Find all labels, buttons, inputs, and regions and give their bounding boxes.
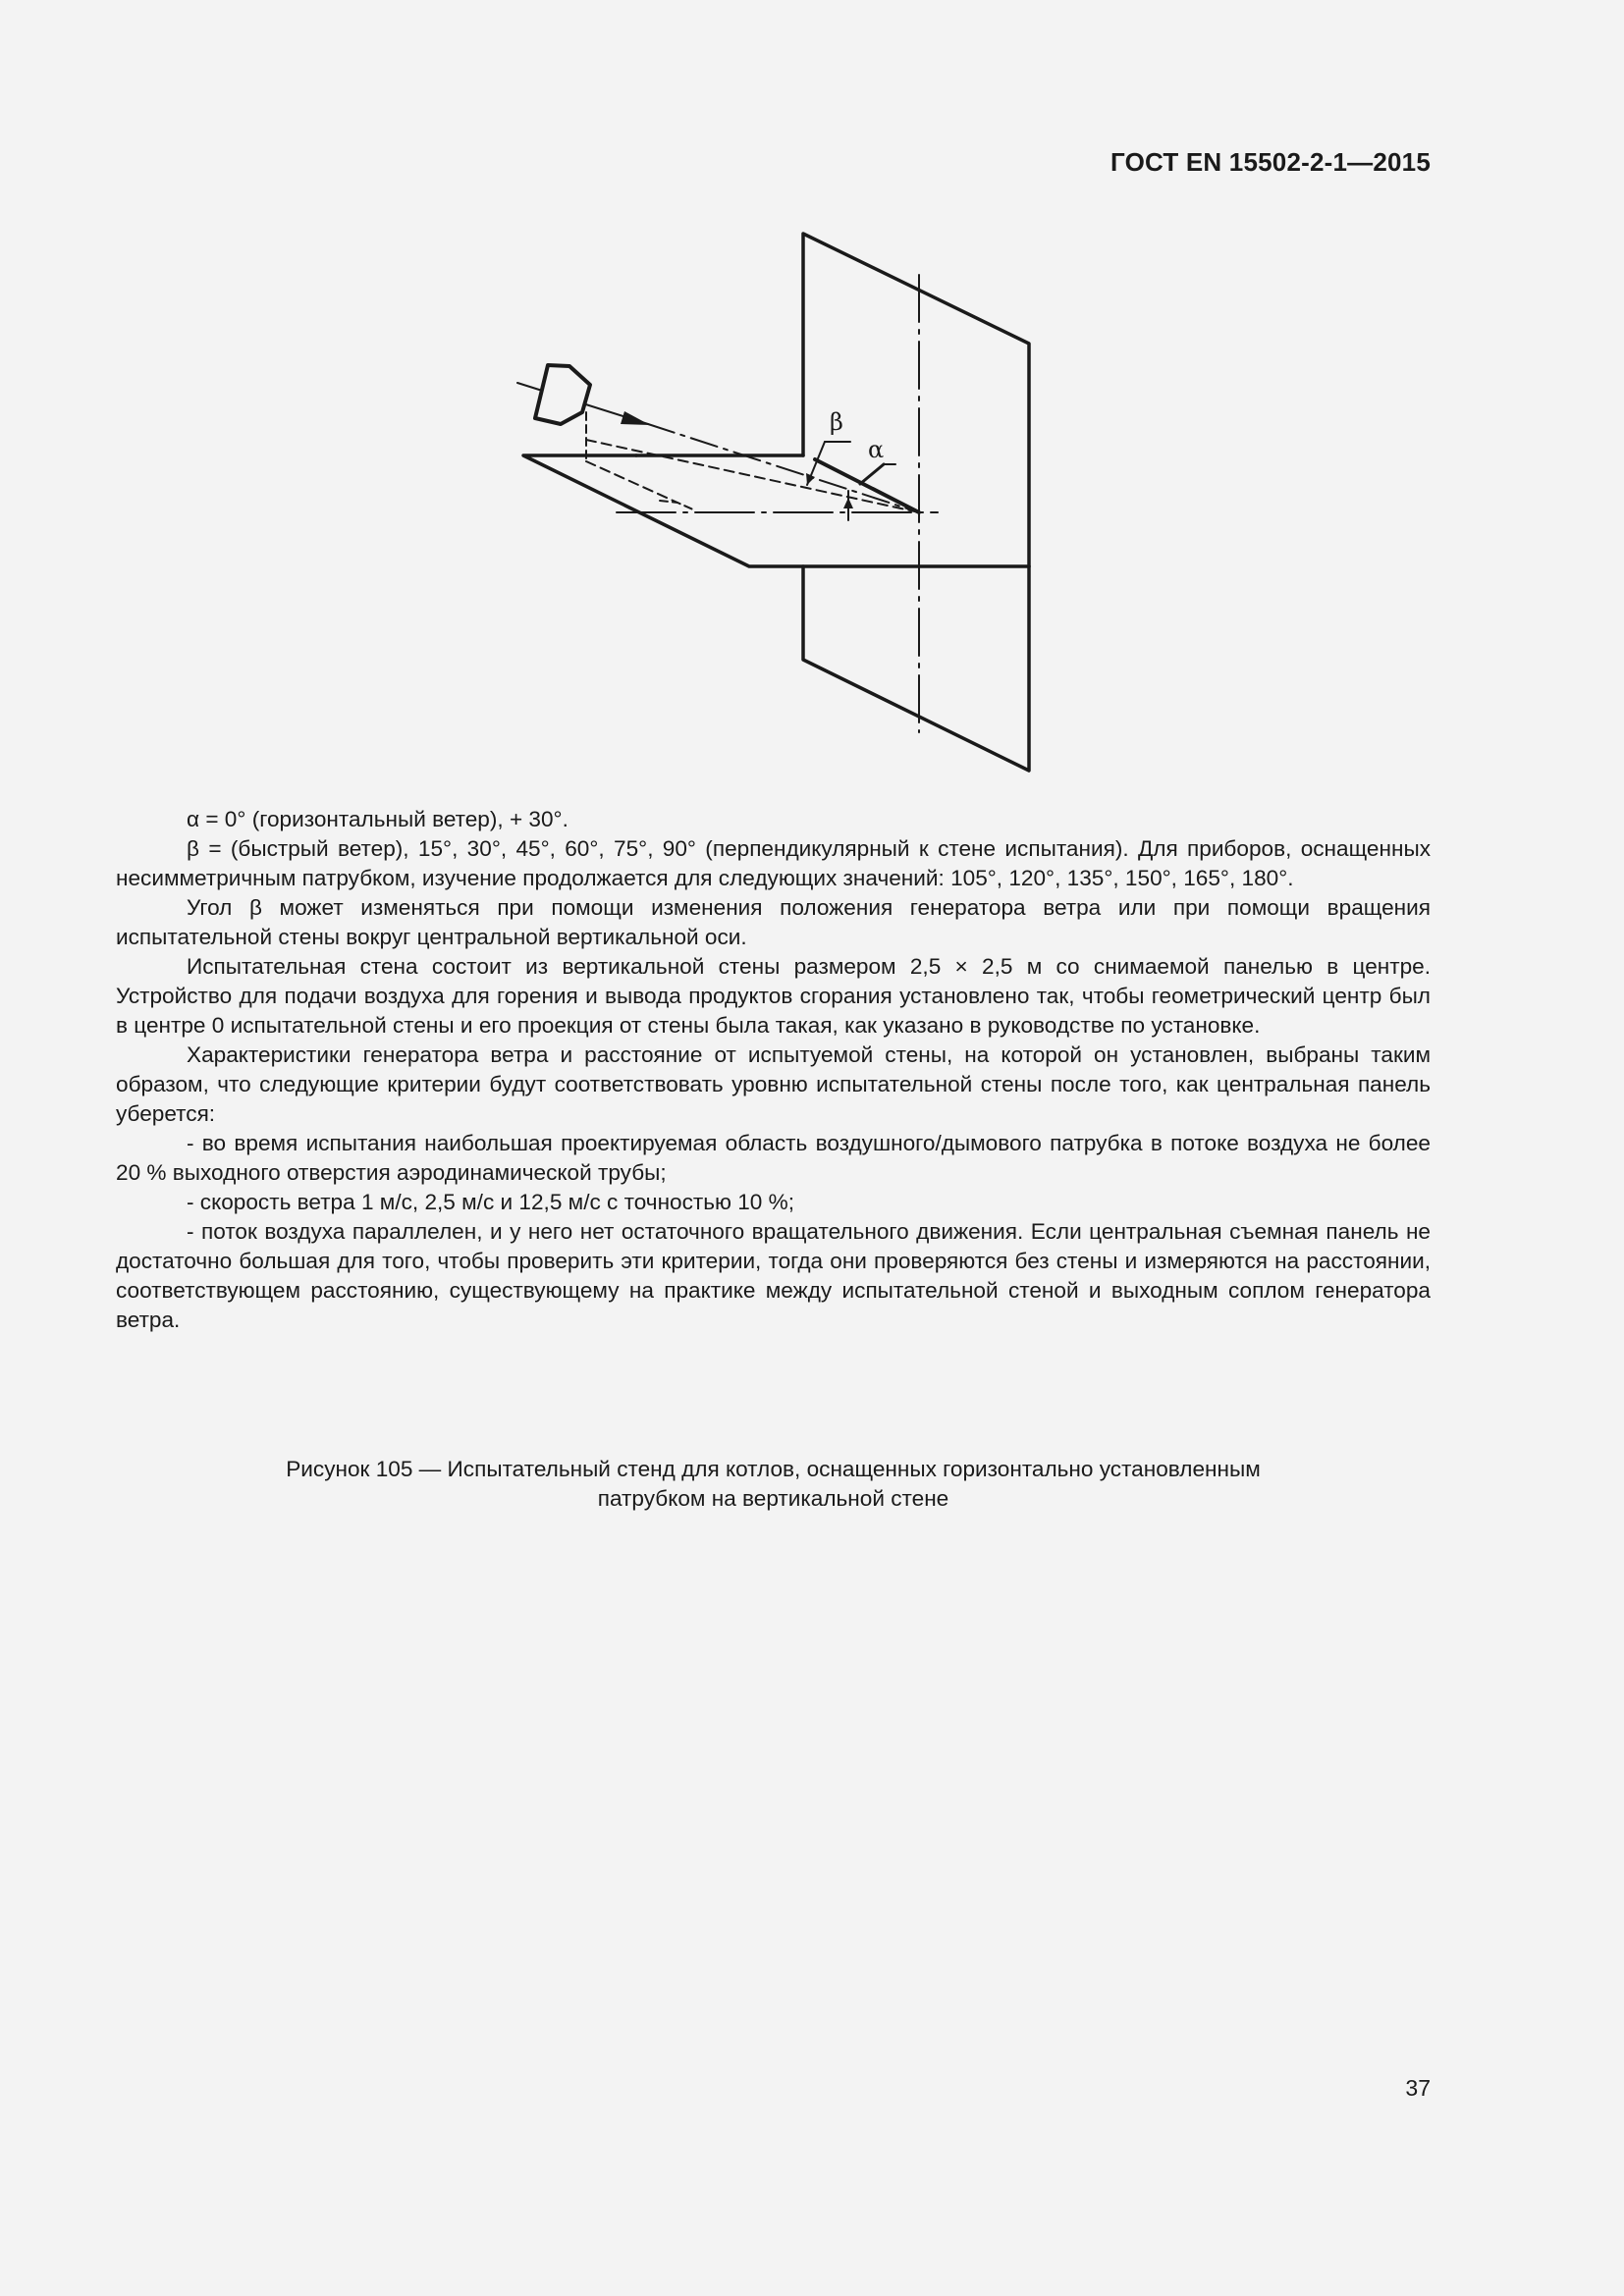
figure-caption xyxy=(116,1455,1431,1514)
paragraph-beta: β = (быстрый ветер), 15°, 30°, 45°, 60°, 75°, 90° (перпендикулярный к стене испытания). Для приборов, оснащенных несимметричным патрубком, изучение продолжается для следующих значений: 105°, 120°, 135°, 150°, 165°, 180°. xyxy=(116,836,1431,890)
wind-generator-nozzle xyxy=(535,365,590,424)
beta-label: β xyxy=(830,408,843,436)
floor-plane-outline xyxy=(523,455,1029,566)
caption-line-2: патрубком на вертикальной стене xyxy=(597,1486,949,1511)
paragraph-alpha: α = 0° (горизонтальный ветер), + 30°. xyxy=(187,807,568,831)
standard-code-header: ГОСТ EN 15502-2-1—2015 xyxy=(1110,147,1431,177)
criteria-item-speed: - скорость ветра 1 м/с, 2,5 м/с и 12,5 м/с с точностью 10 %; xyxy=(187,1190,795,1214)
projection-corner-mark xyxy=(660,501,695,510)
wall-lower-outline xyxy=(803,566,1029,771)
projection-dashed-line-lower xyxy=(586,461,677,503)
alpha-mark-line xyxy=(860,464,884,484)
test-stand-diagram xyxy=(491,216,1080,785)
paragraph-angle: Угол β может изменяться при помощи изменения положения генератора ветра или при помощи вращения испытательной стены вокруг центральной вертикальной оси. xyxy=(116,895,1431,949)
criteria-item-flow: - поток воздуха параллелен, и у него нет остаточного вращательного движения. Если центральная съемная панель не достаточно большая для того, чтобы проверить эти критерии, тогда они проверяются без стены и измеряются на расстоянии, соответствующем расстоянию, существующему на практике между испытательной стеной и выходным соплом генератора ветра. xyxy=(116,1219,1431,1332)
page-number: 37 xyxy=(1405,2075,1431,2101)
alpha-arrow-head xyxy=(843,498,853,508)
body-text xyxy=(116,805,1431,1335)
caption-line-1: Рисунок 105 — Испытательный стенд для котлов, оснащенных горизонтально установленным xyxy=(286,1457,1261,1481)
alpha-label: α xyxy=(868,436,885,463)
wind-arrow-head xyxy=(621,411,650,425)
paragraph-characteristics: Характеристики генератора ветра и расстояние от испытуемой стены, на которой он установлен, выбраны таким образом, что следующие критерии будут соответствовать уровню испытательной стены после того, как центральная панель уберется: xyxy=(116,1042,1431,1126)
paragraph-test-wall: Испытательная стена состоит из вертикальной стены размером 2,5 × 2,5 м со снимаемой панелью в центре. Устройство для подачи воздуха для горения и вывода продуктов сгорания установлено так, чтобы геометрический центр был в центре 0 испытательной стены и его проекция от стены была такая, как указано в руководстве по установке. xyxy=(116,954,1431,1038)
wall-upper-outline xyxy=(803,234,1029,566)
test-stand-figure xyxy=(491,216,1080,785)
beta-reference-line xyxy=(815,459,919,512)
criteria-item-area: - во время испытания наибольшая проектируемая область воздушного/дымового патрубка в потоке воздуха не более 20 % выходного отверстия аэродинамической трубы; xyxy=(116,1131,1431,1185)
